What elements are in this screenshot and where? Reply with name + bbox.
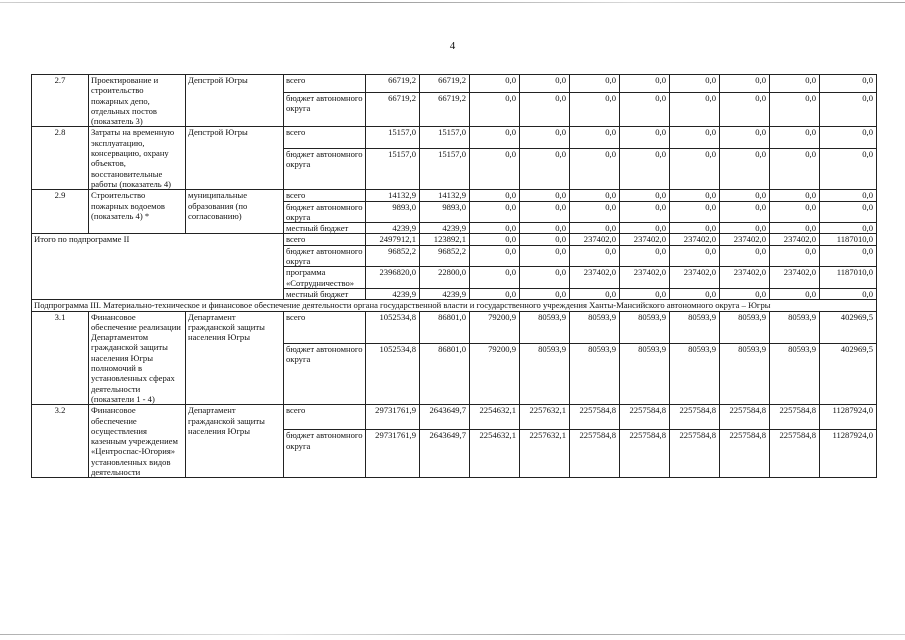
value-cell: 0,0 [820, 201, 877, 223]
value-cell: 2257584,8 [620, 405, 670, 430]
value-cell: 0,0 [520, 75, 570, 93]
value-cell: 80593,9 [620, 343, 670, 405]
funding-source: всего [284, 234, 366, 245]
value-cell: 0,0 [620, 93, 670, 127]
value-cell: 2396820,0 [366, 267, 420, 289]
value-cell: 0,0 [770, 201, 820, 223]
value-cell: 0,0 [770, 75, 820, 93]
value-cell: 0,0 [620, 75, 670, 93]
item-number: 3.2 [32, 405, 89, 478]
value-cell: 0,0 [470, 149, 520, 190]
value-cell: 0,0 [820, 127, 877, 149]
value-cell: 80593,9 [520, 343, 570, 405]
value-cell: 80593,9 [720, 311, 770, 343]
value-cell: 0,0 [570, 75, 620, 93]
value-cell: 0,0 [770, 223, 820, 234]
subprogram-title: Подпрограмма III. Материально-техническое и финансовое обеспечение деятельности органа государственной власти и государственного учреждения Ханты-Мансийского автономного округа – Югры [32, 300, 877, 311]
value-cell: 1052534,8 [366, 311, 420, 343]
value-cell: 0,0 [720, 93, 770, 127]
value-cell: 15157,0 [420, 127, 470, 149]
value-cell: 1052534,8 [366, 343, 420, 405]
value-cell: 0,0 [570, 201, 620, 223]
value-cell: 0,0 [820, 223, 877, 234]
table-row [32, 75, 877, 93]
value-cell: 80593,9 [570, 343, 620, 405]
value-cell: 29731761,9 [366, 430, 420, 478]
value-cell: 237402,0 [770, 234, 820, 245]
item-name: Проектирование и строительство пожарных депо, отдельных постов (показатель 3) [89, 75, 186, 127]
value-cell: 0,0 [470, 93, 520, 127]
table-row [32, 190, 877, 201]
value-cell: 80593,9 [620, 311, 670, 343]
value-cell: 0,0 [620, 223, 670, 234]
page-number: 4 [449, 40, 456, 52]
value-cell: 79200,9 [470, 343, 520, 405]
value-cell: 9893,0 [420, 201, 470, 223]
value-cell: 237402,0 [720, 234, 770, 245]
value-cell: 123892,1 [420, 234, 470, 245]
value-cell: 237402,0 [670, 267, 720, 289]
value-cell: 66719,2 [420, 75, 470, 93]
value-cell: 0,0 [820, 149, 877, 190]
scan-edge-top [0, 2, 905, 3]
table-row [32, 311, 877, 343]
value-cell: 1187010,0 [820, 267, 877, 289]
value-cell: 2254632,1 [470, 430, 520, 478]
value-cell: 0,0 [670, 288, 720, 299]
value-cell: 96852,2 [420, 245, 470, 267]
funding-source: всего [284, 405, 366, 430]
value-cell: 0,0 [570, 245, 620, 267]
item-name: Затраты на временную эксплуатацию, консервацию, охрану объектов, восстановительные работы (показатель 4) [89, 127, 186, 190]
value-cell: 0,0 [770, 190, 820, 201]
value-cell: 22800,0 [420, 267, 470, 289]
item-name: Строительство пожарных водоемов (показатель 4) * [89, 190, 186, 234]
funding-source: местный бюджет [284, 223, 366, 234]
funding-source: бюджет автономного округа [284, 93, 366, 127]
value-cell: 0,0 [770, 245, 820, 267]
value-cell: 0,0 [520, 288, 570, 299]
value-cell: 66719,2 [366, 75, 420, 93]
value-cell: 0,0 [720, 75, 770, 93]
value-cell: 0,0 [820, 75, 877, 93]
table-row [32, 234, 877, 245]
value-cell: 29731761,9 [366, 405, 420, 430]
value-cell: 0,0 [770, 93, 820, 127]
value-cell: 80593,9 [720, 343, 770, 405]
value-cell: 0,0 [520, 93, 570, 127]
value-cell: 402969,5 [820, 343, 877, 405]
value-cell: 15157,0 [366, 127, 420, 149]
value-cell: 0,0 [620, 245, 670, 267]
value-cell: 0,0 [570, 127, 620, 149]
value-cell: 0,0 [570, 93, 620, 127]
item-name: Финансовое обеспечение осуществления казенным учреждением «Центроспас-Югория» установленных видов деятельности [89, 405, 186, 478]
value-cell: 80593,9 [570, 311, 620, 343]
value-cell: 0,0 [670, 190, 720, 201]
value-cell: 15157,0 [420, 149, 470, 190]
funding-source: бюджет автономного округа [284, 430, 366, 478]
item-executor: Департамент гражданской защиты населения Югры [186, 311, 284, 405]
value-cell: 0,0 [820, 93, 877, 127]
value-cell: 0,0 [670, 127, 720, 149]
value-cell: 0,0 [470, 267, 520, 289]
value-cell: 0,0 [470, 245, 520, 267]
value-cell: 4239,9 [366, 288, 420, 299]
value-cell: 4239,9 [420, 223, 470, 234]
value-cell: 0,0 [520, 267, 570, 289]
funding-source: всего [284, 311, 366, 343]
value-cell: 0,0 [570, 149, 620, 190]
funding-source: всего [284, 127, 366, 149]
value-cell: 80593,9 [670, 343, 720, 405]
value-cell: 2257632,1 [520, 405, 570, 430]
value-cell: 0,0 [670, 223, 720, 234]
item-number: 2.7 [32, 75, 89, 127]
value-cell: 0,0 [570, 223, 620, 234]
value-cell: 2254632,1 [470, 405, 520, 430]
item-number: 2.9 [32, 190, 89, 234]
value-cell: 80593,9 [520, 311, 570, 343]
value-cell: 0,0 [720, 288, 770, 299]
value-cell: 80593,9 [770, 343, 820, 405]
funding-source: бюджет автономного округа [284, 149, 366, 190]
value-cell: 66719,2 [366, 93, 420, 127]
value-cell: 2257584,8 [720, 405, 770, 430]
value-cell: 0,0 [470, 288, 520, 299]
value-cell: 0,0 [820, 245, 877, 267]
value-cell: 86801,0 [420, 343, 470, 405]
value-cell: 66719,2 [420, 93, 470, 127]
value-cell: 0,0 [670, 149, 720, 190]
value-cell: 0,0 [720, 149, 770, 190]
value-cell: 2257584,8 [570, 405, 620, 430]
value-cell: 2257584,8 [570, 430, 620, 478]
value-cell: 0,0 [820, 190, 877, 201]
value-cell: 0,0 [520, 245, 570, 267]
funding-source: программа «Сотрудничество» [284, 267, 366, 289]
value-cell: 0,0 [670, 201, 720, 223]
value-cell: 2257584,8 [670, 405, 720, 430]
item-executor: муниципальные образования (по согласованию) [186, 190, 284, 234]
value-cell: 0,0 [720, 223, 770, 234]
value-cell: 1187010,0 [820, 234, 877, 245]
value-cell: 0,0 [720, 245, 770, 267]
value-cell: 2257584,8 [620, 430, 670, 478]
value-cell: 237402,0 [620, 267, 670, 289]
value-cell: 237402,0 [620, 234, 670, 245]
funding-source: всего [284, 190, 366, 201]
funding-source: бюджет автономного округа [284, 343, 366, 405]
value-cell: 0,0 [770, 149, 820, 190]
value-cell: 0,0 [470, 127, 520, 149]
value-cell: 2497912,1 [366, 234, 420, 245]
value-cell: 0,0 [670, 245, 720, 267]
value-cell: 14132,9 [366, 190, 420, 201]
value-cell: 15157,0 [366, 149, 420, 190]
value-cell: 0,0 [520, 149, 570, 190]
value-cell: 4239,9 [420, 288, 470, 299]
value-cell: 0,0 [520, 223, 570, 234]
item-executor: Департамент гражданской защиты населения Югры [186, 405, 284, 478]
value-cell: 0,0 [770, 288, 820, 299]
value-cell: 0,0 [520, 190, 570, 201]
value-cell: 0,0 [620, 127, 670, 149]
value-cell: 402969,5 [820, 311, 877, 343]
value-cell: 237402,0 [670, 234, 720, 245]
total-label: Итого по подпрограмме II [32, 234, 284, 300]
value-cell: 0,0 [470, 190, 520, 201]
value-cell: 9893,0 [366, 201, 420, 223]
item-executor: Депстрой Югры [186, 127, 284, 190]
value-cell: 2257584,8 [770, 405, 820, 430]
value-cell: 0,0 [470, 223, 520, 234]
value-cell: 0,0 [620, 288, 670, 299]
item-name: Финансовое обеспечение реализации Департаментом гражданской защиты населения Югры полномочий в установленных сферах деятельности (показатели 1 - 4) [89, 311, 186, 405]
value-cell: 0,0 [720, 127, 770, 149]
value-cell: 96852,2 [366, 245, 420, 267]
value-cell: 11287924,0 [820, 430, 877, 478]
table-row [32, 405, 877, 430]
value-cell: 0,0 [520, 127, 570, 149]
value-cell: 2257584,8 [720, 430, 770, 478]
value-cell: 0,0 [470, 75, 520, 93]
scan-edge-bottom [0, 634, 905, 635]
value-cell: 0,0 [670, 75, 720, 93]
value-cell: 0,0 [570, 288, 620, 299]
funding-source: всего [284, 75, 366, 93]
value-cell: 0,0 [670, 93, 720, 127]
funding-source: бюджет автономного округа [284, 245, 366, 267]
value-cell: 86801,0 [420, 311, 470, 343]
value-cell: 0,0 [620, 190, 670, 201]
value-cell: 0,0 [770, 127, 820, 149]
funding-source: бюджет автономного округа [284, 201, 366, 223]
budget-table [31, 74, 877, 478]
subprogram-header-row [32, 300, 877, 311]
value-cell: 237402,0 [570, 234, 620, 245]
value-cell: 2643649,7 [420, 405, 470, 430]
value-cell: 0,0 [570, 190, 620, 201]
value-cell: 11287924,0 [820, 405, 877, 430]
item-executor: Депстрой Югры [186, 75, 284, 127]
value-cell: 4239,9 [366, 223, 420, 234]
value-cell: 237402,0 [570, 267, 620, 289]
value-cell: 0,0 [720, 201, 770, 223]
value-cell: 237402,0 [720, 267, 770, 289]
value-cell: 0,0 [520, 234, 570, 245]
value-cell: 80593,9 [670, 311, 720, 343]
value-cell: 0,0 [520, 201, 570, 223]
funding-source: местный бюджет [284, 288, 366, 299]
value-cell: 80593,9 [770, 311, 820, 343]
value-cell: 14132,9 [420, 190, 470, 201]
value-cell: 2257632,1 [520, 430, 570, 478]
value-cell: 2643649,7 [420, 430, 470, 478]
item-number: 2.8 [32, 127, 89, 190]
value-cell: 2257584,8 [670, 430, 720, 478]
value-cell: 79200,9 [470, 311, 520, 343]
value-cell: 0,0 [470, 234, 520, 245]
value-cell: 0,0 [620, 149, 670, 190]
value-cell: 237402,0 [770, 267, 820, 289]
value-cell: 2257584,8 [770, 430, 820, 478]
value-cell: 0,0 [620, 201, 670, 223]
value-cell: 0,0 [720, 190, 770, 201]
table-row [32, 127, 877, 149]
item-number: 3.1 [32, 311, 89, 405]
value-cell: 0,0 [820, 288, 877, 299]
value-cell: 0,0 [470, 201, 520, 223]
